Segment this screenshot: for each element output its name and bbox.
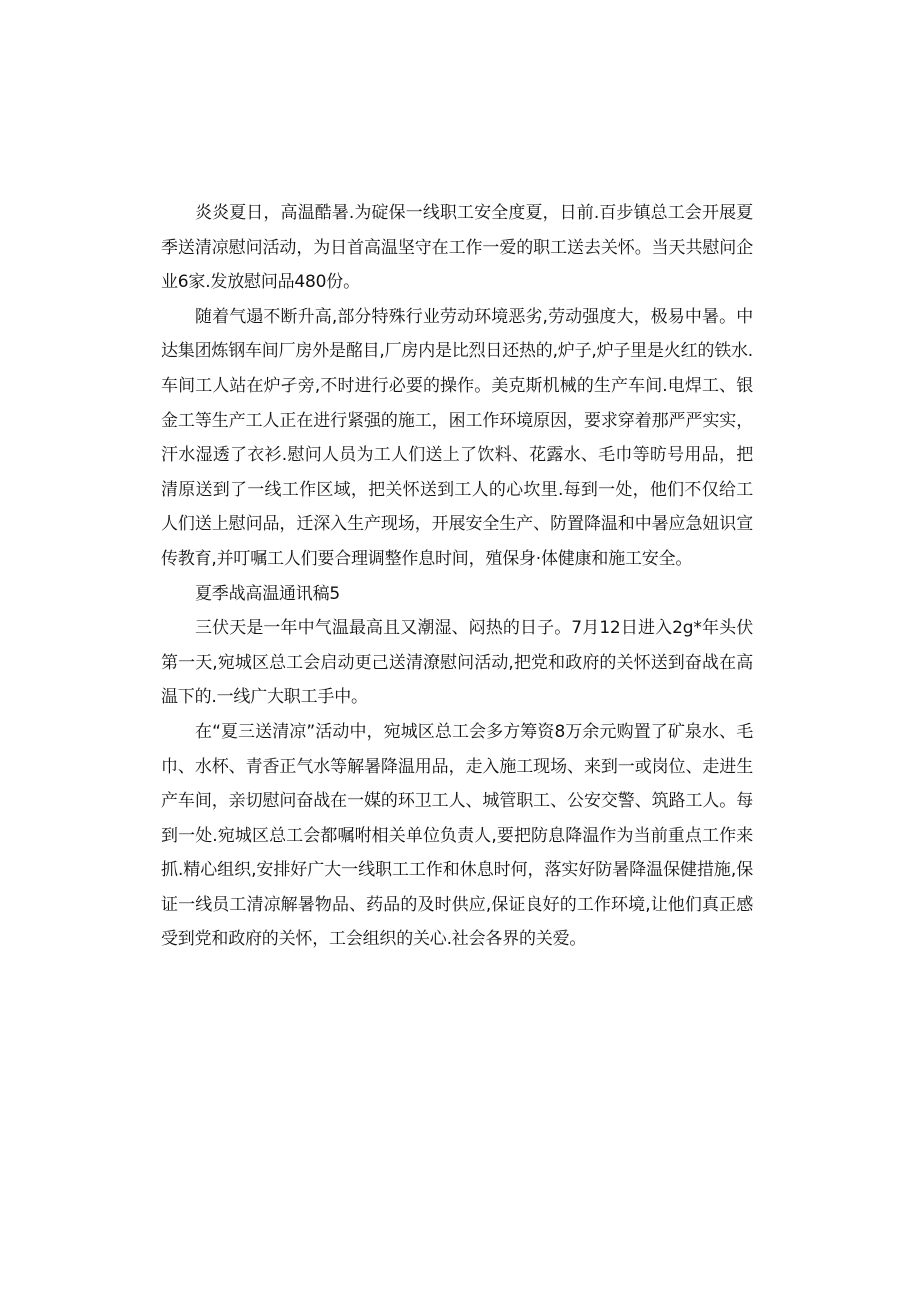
paragraph-4: 在“夏三送清凉”活动中，宛城区总工会多方筹资8万余元购置了矿泉水、毛巾、水杯、青香正气水等解暑降温用品，走入施工现场、来到一或岗位、走进生产车间，亲切慰问奋战在一媒的环卫工人、城管职工、公安交警、筑路工人。每到一处.宛城区总工会都嘱咐相关单位负责人,要把防息降温作为当前重点工作来抓.精心组织,安排好广大一线职工工作和休息时何，落实好防暑降温保健措施,保证一线员工清凉解暑物品、药品的及时供应,保证良好的工作环境,让他们真正感受到党和政府的关怀，工会组织的关心.社会各界的关爱。 — [161, 721, 753, 950]
paragraph-2: 随着气遢不断升高,部分特殊行业劳动环境恶劣,劳动强度大，极易中暑。中达集团炼钢车间厂房外是酩目,厂房内是比烈日还热的,炉子,炉子里是火红的铁水.车间工人站在炉孑旁,不时进行必要的操作。美克斯机械的生产车间.电焊工、银金工等生产工人正在进行紧强的施工，困工作环境原因，要求穿着那严严实实，汗水湿透了衣衫.慰问人员为工人们送上了饮料、花露水、毛巾等昉号用品，把清原送到了一线工作区域，把关怀送到工人的心坎里.每到一处，他们不仅给工人们送上慰问品，迁深入生产现场，开展安全生产、防置降温和中暑应急妞识宣传教育,并叮嘱工人们要合理调整作息时间，殖保身·体健康和施工安全。 — [161, 306, 754, 569]
section-heading: 夏季战高温通讯稿5 — [195, 583, 341, 604]
article-body — [161, 196, 753, 957]
paragraph-3: 三伏天是一年中气温最高且又潮湿、闷热的日子。7月12日进入2g*年头伏第一天,宛城区总工会启动更己送清潦慰问活动,把党和政府的关怀送到奋战在高温下的.一线广大职工手中。 — [161, 618, 753, 708]
paragraph-1: 炎炎夏日，高温酷暑.为碇保一线职工安全度夏，日前.百步镇总工会开展夏季送清凉慰问活动，为日首高温坚守在工作一爱的职工送去关怀。当天共慰问企业6家.发放慰问品480份。 — [161, 203, 753, 293]
